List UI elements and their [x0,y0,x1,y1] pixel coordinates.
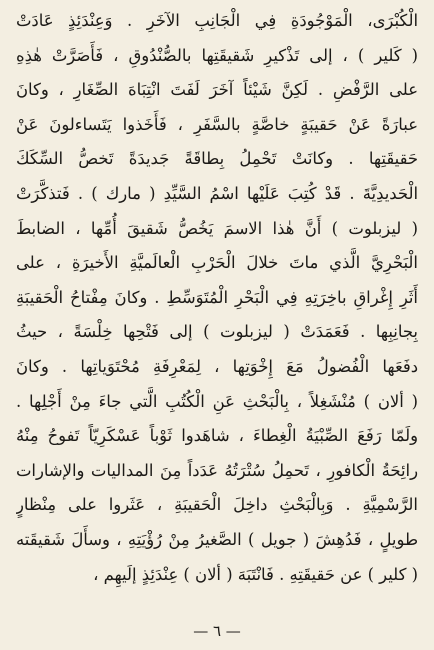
text-line: الْكُبْرَى، الْمَوْجُودَةِ فِي الْجَانِبِ الآخَرِ . وَعِنْدَئِذٍ عَادَتْ [16,11,418,30]
text-line: طويلٍ ، فَدُهِشَ ( جويل ) الصَّغيرُ مِنْ رُؤْيَتِهِ ، وسأَلَ شَقيقَته [16,529,418,549]
text-line: رائِحَةُ الْكافورِ ، تَحمِلُ سُتْرَتُهُ عَدَداً مِنَ المداليات والإشارات [16,460,418,480]
text-line: الرَّسْمِيَّةِ . وَبِالْبَحْثِ داخِلَ الْحَقيبَةِ ، عَثَروا على مِنْظارٍ [16,495,418,515]
body-text [16,4,418,592]
text-line: حَقيقَتِها . وكانَتْ تَحْمِلُ بِطاقَةً جَديدَةً تَخصُّ السِّكَكَ [16,149,418,169]
text-line: الْبَحْرِيَّ الَّذي ماتَ خلالَ الْحَرْبِ الْعالَميَّةِ الأَخيرَةِ ، على [16,253,418,273]
text-line: ولَمّا رَفَعَ الصِّبْيَةُ الْغِطاءَ ، شاهَدوا ثَوْباً عَسْكَرِيّاً تَفوحُ مِنْهُ [16,426,418,446]
text-line: الْحَديدِيَّةَ . قَدْ كُتِبَ عَلَيْها اسْمُ السَّيِّدِ ( مارك ) . فَتذكَّرَتْ [16,183,418,203]
text-line: ( ألان ) مُنْشَغِلاً ، بِالْبَحْثِ عَنِ الْكُتُبِ الَّتي جاءَ مِنْ أَجْلِها . [16,391,418,411]
text-line: ( كَلير ) ، إلى تَذْكيرِ شَقيقَتِها بالصُّنْدُوقِ ، فَأَصَرَّتْ هٰذِهِ [16,45,418,65]
text-line: ( ليزبلوت ) أَنَّ هٰذا الاسمَ يَخُصُّ شَقيقَ أُمِّها ، الضابطَ [16,218,418,238]
text-line: أَثَرِ إِغْراقِ باخِرَتِهِ فِي الْبَحْرِ الْمُتَوَسِّطِ . وكانَ مِفْتاحُ الْحَقيبَةِ [16,287,418,307]
text-line: ( كلير ) عن حَقيقَتِهِ . فَانْتَبَهَ ( ألان ) عِنْدَئِذٍ إلَيهِم ، [93,564,418,584]
text-line: على الرَّفْضِ . لَكِنَّ شَيْئاً آخَرَ لَفَتَ انْتِبَاهَ الصِّغَارِ ، وكانَ [16,80,418,100]
text-line: عبارَةً عَنْ حَقيبَةٍ خاصَّةٍ بالسَّفَرِ ، فَأَخَذوا يَتَساءلونَ عَنْ [16,114,418,134]
page-number: — ٦ — [193,622,241,640]
text-line: بِجانِبِها . فَعَمَدَتْ ( ليزبلوت ) إلى فَتْحِها خِلْسَةً ، حيثُ [16,322,418,342]
text-line: دفَعَها الْفُضولُ مَعَ إِخْوَتِها ، لِمَعْرِفَةِ مُحْتَوَياتِها . وكانَ [16,356,418,376]
